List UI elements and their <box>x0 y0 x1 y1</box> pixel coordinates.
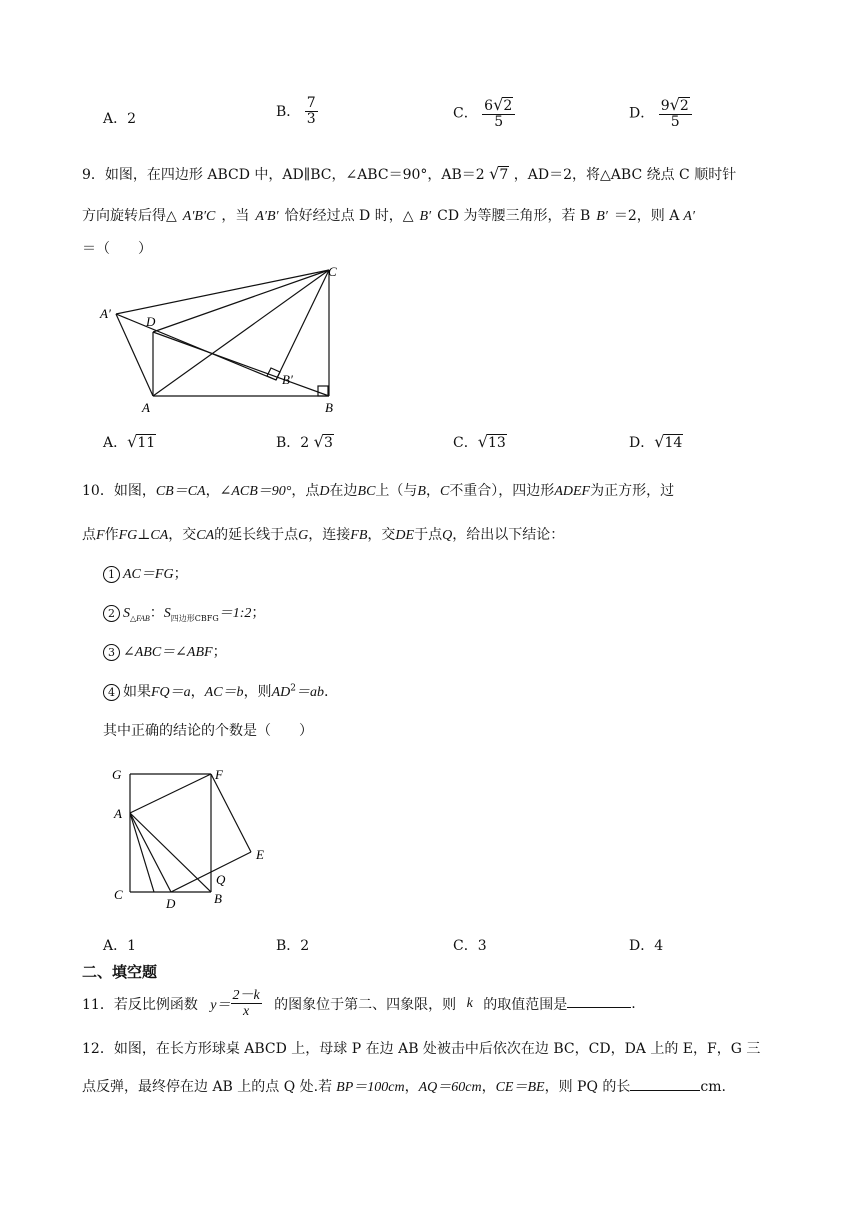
q8-option-c[interactable]: C． $\frac{6√2}{5}$ <box>453 96 515 131</box>
q12-line-1: 12．如图，在长方形球桌 ABCD 上，母球 P 在边 AB 处被击中后依次在边 BC，CD，DA 上的 E，F，G 三 <box>82 1041 761 1057</box>
q10-ask: 其中正确的结论的个数是（ ） <box>103 723 313 739</box>
q9-option-c[interactable]: C．√13 <box>453 432 506 451</box>
q9-line-2: 方向旋转后得△ A′B′C ，当 A′B′ 恰好经过点 D 时，△ B′ CD 为等腰三角形，若 B B′ ＝2，则 A A′ <box>82 208 695 224</box>
label-f: F <box>215 767 223 782</box>
label-q: Q <box>216 872 226 887</box>
q12-line-2: 点反弹，最终停在边 AB 上的点 Q 处.若 BP＝100cm，AQ＝60cm，CE＝BE，则 PQ 的长 cm. <box>82 1076 726 1096</box>
q10-option-a[interactable]: A．1 <box>103 938 137 954</box>
q9-line-1: 9．如图，在四边形 ABCD 中，AD∥BC，∠ABC＝90°，AB＝2 √7 ，AD＝2，将△ABC 绕点 C 顺时针 <box>82 164 737 183</box>
label-d: D <box>166 896 176 911</box>
segment-d-b <box>153 332 329 396</box>
q9-option-d[interactable]: D．√14 <box>629 432 683 451</box>
q8-option-b[interactable]: B． $\frac{7}{3}$ <box>276 95 316 128</box>
q11-question: 11．若反比例函数 y＝ $\frac{2-k}{x}$ 的图象位于第二、四象限，则 k 的取值范围是 . <box>82 988 636 1020</box>
fraction: $\frac{9√2}{5}$ <box>659 96 692 131</box>
section-heading: 二、填空题 <box>82 963 158 981</box>
segment-a-f <box>130 774 211 813</box>
q10-option-c[interactable]: C．3 <box>453 938 487 954</box>
q8-option-d[interactable]: D． $\frac{9√2}{5}$ <box>629 96 692 131</box>
segment-a-c <box>153 270 329 396</box>
label-a-prime: A′ <box>100 306 111 321</box>
label-a: A <box>142 400 150 414</box>
q8-option-a[interactable]: A．2 <box>103 111 137 127</box>
label-b-prime: B′ <box>282 372 293 387</box>
answer-blank[interactable] <box>630 1076 700 1091</box>
label-c: C <box>328 264 337 279</box>
q10-line-1: 10．如图，CB＝CA，∠ACB＝90°，点D在边BC上（与B，C不重合），四边形ADEF为正方形，过 <box>82 483 675 499</box>
q10-option-d[interactable]: D．4 <box>629 938 664 954</box>
radical: √7 <box>489 164 509 183</box>
segment-f-e <box>211 774 251 852</box>
q10-conclusion-2: 2 $S_{\triangle FAB}$：$S_{四边形CBFG}=1:2$； <box>103 602 265 624</box>
q10-conclusion-1: 1 AC＝FG； <box>103 563 188 583</box>
q9-option-a[interactable]: A．√11 <box>103 432 156 451</box>
q10-conclusion-4: 4 如果FQ＝a，AC＝b，则$AD^2=ab$. <box>103 681 328 701</box>
label-g: G <box>112 767 122 782</box>
label-d: D <box>146 314 156 329</box>
q10-figure <box>108 760 278 912</box>
q9-option-b[interactable]: B．2 √3 <box>276 432 333 451</box>
q10-conclusion-3: 3 ∠ABC＝∠ABF； <box>103 641 227 661</box>
q9-figure <box>96 262 346 414</box>
fraction: $\frac{6√2}{5}$ <box>482 96 515 131</box>
q10-option-b[interactable]: B．2 <box>276 938 310 954</box>
fraction: $\frac{7}{3}$ <box>306 95 316 128</box>
label-a: A <box>114 806 122 821</box>
q9-line-3: ＝（ ） <box>82 241 152 257</box>
q10-line-2: 点F作FG⊥CA，交CA的延长线于点G，连接FB，交DE于点Q，给出以下结论： <box>82 527 565 543</box>
answer-blank[interactable] <box>567 993 631 1008</box>
fraction: $\frac{2-k}{x}$ <box>232 988 260 1020</box>
label-b: B <box>214 891 222 906</box>
label-b: B <box>325 400 333 414</box>
label-c: C <box>114 887 123 902</box>
label-e: E <box>256 847 264 862</box>
